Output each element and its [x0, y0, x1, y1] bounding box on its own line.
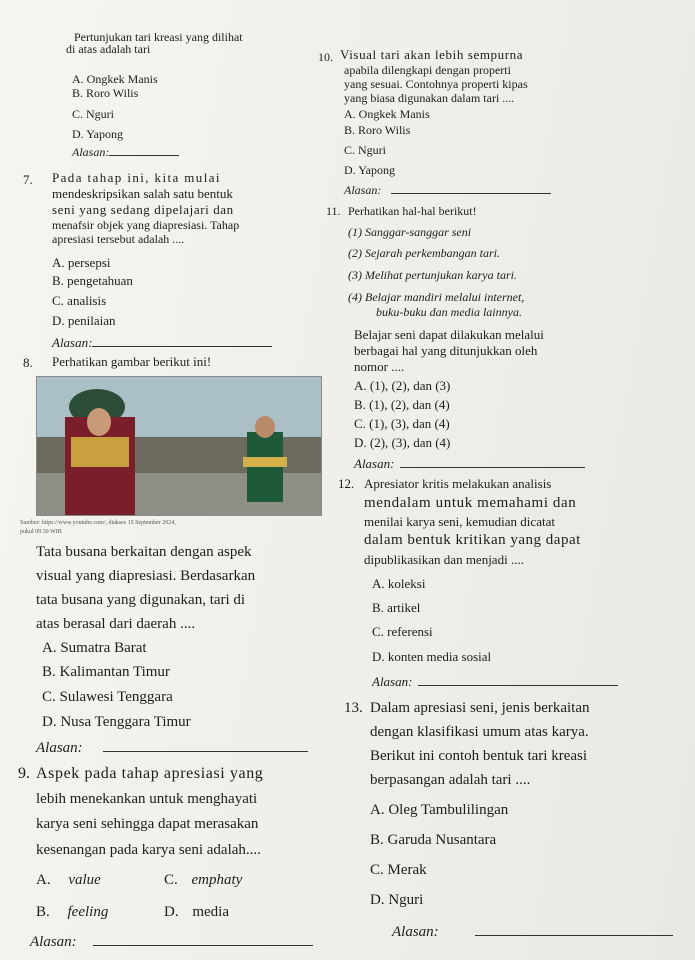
q9-line4: kesenangan pada karya seni adalah....: [36, 842, 261, 858]
q8-stem: Perhatikan gambar berikut ini!: [52, 354, 212, 369]
q8-text-line2: visual yang diapresiasi. Berdasarkan: [36, 568, 256, 584]
q13-option-d[interactable]: D. Nguri: [370, 892, 424, 908]
q9-option-d[interactable]: D. media: [164, 904, 229, 920]
q7-line1: Pada tahap ini, kita mulai: [52, 170, 221, 185]
q7-option-b[interactable]: B. pengetahuan: [52, 273, 133, 288]
q10-option-c[interactable]: C. Nguri: [344, 143, 386, 157]
q9-option-a[interactable]: A. value: [36, 872, 101, 888]
q11-item-1: (1) Sanggar-sanggar seni: [348, 225, 472, 239]
q10-line1: Visual tari akan lebih sempurna: [340, 47, 524, 62]
q12-line4: dalam bentuk kritikan yang dapat: [364, 532, 581, 548]
q6-stem-line2: di atas adalah tari: [66, 42, 151, 56]
q12-number: 12.: [338, 476, 355, 491]
q9-option-b[interactable]: B. feeling: [36, 904, 109, 920]
q7-line5: apresiasi tersebut adalah ....: [52, 232, 185, 246]
dancer-photo-illustration: [37, 377, 321, 515]
q10-option-b[interactable]: B. Roro Wilis: [344, 123, 411, 137]
q12-alasan: Alasan:: [372, 674, 618, 690]
q11-stem: Perhatikan hal-hal berikut!: [348, 204, 477, 218]
q8-option-b[interactable]: B. Kalimantan Timur: [42, 664, 170, 680]
q11-item-3: (3) Melihat pertunjukan karya tari.: [348, 268, 517, 282]
q7-option-a[interactable]: A. persepsi: [52, 255, 111, 270]
q13-line1: Dalam apresiasi seni, jenis berkaitan: [370, 700, 590, 716]
q11-item-2: (2) Sejarah perkembangan tari.: [348, 246, 500, 260]
q11-option-c[interactable]: C. (1), (3), dan (4): [354, 416, 450, 431]
q12-line1: Apresiator kritis melakukan analisis: [364, 476, 552, 491]
q10-option-a[interactable]: A. Ongkek Manis: [344, 107, 430, 121]
q11-option-d[interactable]: D. (2), (3), dan (4): [354, 435, 451, 450]
q13-option-c[interactable]: C. Merak: [370, 862, 427, 878]
q13-alasan: Alasan:: [392, 924, 673, 941]
q6-option-a[interactable]: A. Ongkek Manis: [72, 72, 158, 86]
q9-alasan: Alasan:: [30, 934, 313, 951]
q11-text-line3: nomor ....: [354, 359, 405, 374]
photo-caption-line1: Sumber: https://www.youtube.com/, diakses 15 September 2024,: [20, 520, 176, 526]
q8-text-line1: Tata busana berkaitan dengan aspek: [36, 544, 252, 560]
q13-line4: berpasangan adalah tari ....: [370, 772, 531, 788]
q9-line2: lebih menekankan untuk menghayati: [36, 791, 258, 807]
q8-option-d[interactable]: D. Nusa Tenggara Timur: [42, 714, 191, 730]
q7-line4: menafsir objek yang diapresiasi. Tahap: [52, 218, 240, 232]
q12-option-a[interactable]: A. koleksi: [372, 576, 426, 591]
q6-stem-line1: Pertunjukan tari kreasi yang dilihat: [74, 30, 243, 44]
q11-option-b[interactable]: B. (1), (2), dan (4): [354, 397, 450, 412]
q11-text-line1: Belajar seni dapat dilakukan melalui: [354, 327, 544, 342]
q12-option-b[interactable]: B. artikel: [372, 600, 421, 615]
q9-line1: Aspek pada tahap apresiasi yang: [36, 765, 264, 782]
q6-alasan: Alasan:: [72, 145, 179, 160]
q7-option-c[interactable]: C. analisis: [52, 293, 107, 308]
q6-option-d[interactable]: D. Yapong: [72, 127, 124, 141]
q11-item-4: (4) Belajar mandiri melalui internet,: [348, 290, 525, 304]
q12-option-d[interactable]: D. konten media sosial: [372, 649, 492, 664]
q6-option-c[interactable]: C. Nguri: [72, 107, 114, 121]
q8-option-a[interactable]: A. Sumatra Barat: [42, 640, 147, 656]
q11-text-line2: berbagai hal yang ditunjukkan oleh: [354, 343, 538, 358]
q10-number: 10.: [318, 50, 333, 64]
q9-option-c[interactable]: C. emphaty: [164, 872, 243, 888]
q6-option-b[interactable]: B. Roro Wilis: [72, 86, 139, 100]
q11-item-4-cont: buku-buku dan media lainnya.: [376, 305, 522, 319]
q11-option-a[interactable]: A. (1), (2), dan (3): [354, 378, 451, 393]
q12-line3: menilai karya seni, kemudian dicatat: [364, 514, 555, 529]
q13-line2: dengan klasifikasi umum atas karya.: [370, 724, 589, 740]
q13-option-a[interactable]: A. Oleg Tambulilingan: [370, 802, 509, 818]
q13-line3: Berikut ini contoh bentuk tari kreasi: [370, 748, 588, 764]
q11-number: 11.: [326, 204, 341, 218]
dancer-photo: [36, 376, 322, 516]
q10-alasan: Alasan:: [344, 183, 551, 198]
q8-text-line3: tata busana yang digunakan, tari di: [36, 592, 246, 608]
q9-number: 9.: [18, 765, 30, 782]
q9-line3: karya seni sehingga dapat merasakan: [36, 816, 259, 832]
q12-line2: mendalam untuk memahami dan: [364, 495, 577, 511]
q7-number: 7.: [23, 172, 33, 187]
q13-number: 13.: [344, 700, 363, 716]
q10-option-d[interactable]: D. Yapong: [344, 163, 396, 177]
q12-option-c[interactable]: C. referensi: [372, 624, 433, 639]
q7-line2: mendeskripsikan salah satu bentuk: [52, 186, 233, 201]
q8-alasan: Alasan:: [36, 740, 308, 757]
q10-line3: yang sesuai. Contohnya properti kipas: [344, 77, 528, 91]
q8-number: 8.: [23, 355, 33, 370]
q7-line3: seni yang sedang dipelajari dan: [52, 202, 234, 217]
q12-line5: dipublikasikan dan menjadi ....: [364, 552, 524, 567]
q10-line2: apabila dilengkapi dengan properti: [344, 63, 511, 77]
photo-caption-line2: pukul 09.30 WIB: [20, 529, 62, 535]
q11-alasan: Alasan:: [354, 456, 585, 472]
q8-option-c[interactable]: C. Sulawesi Tenggara: [42, 689, 173, 705]
q7-alasan: Alasan:: [52, 335, 272, 351]
q10-line4: yang biasa digunakan dalam tari ....: [344, 91, 515, 105]
q7-option-d[interactable]: D. penilaian: [52, 313, 116, 328]
q8-text-line4: atas berasal dari daerah ....: [36, 616, 196, 632]
q13-option-b[interactable]: B. Garuda Nusantara: [370, 832, 497, 848]
